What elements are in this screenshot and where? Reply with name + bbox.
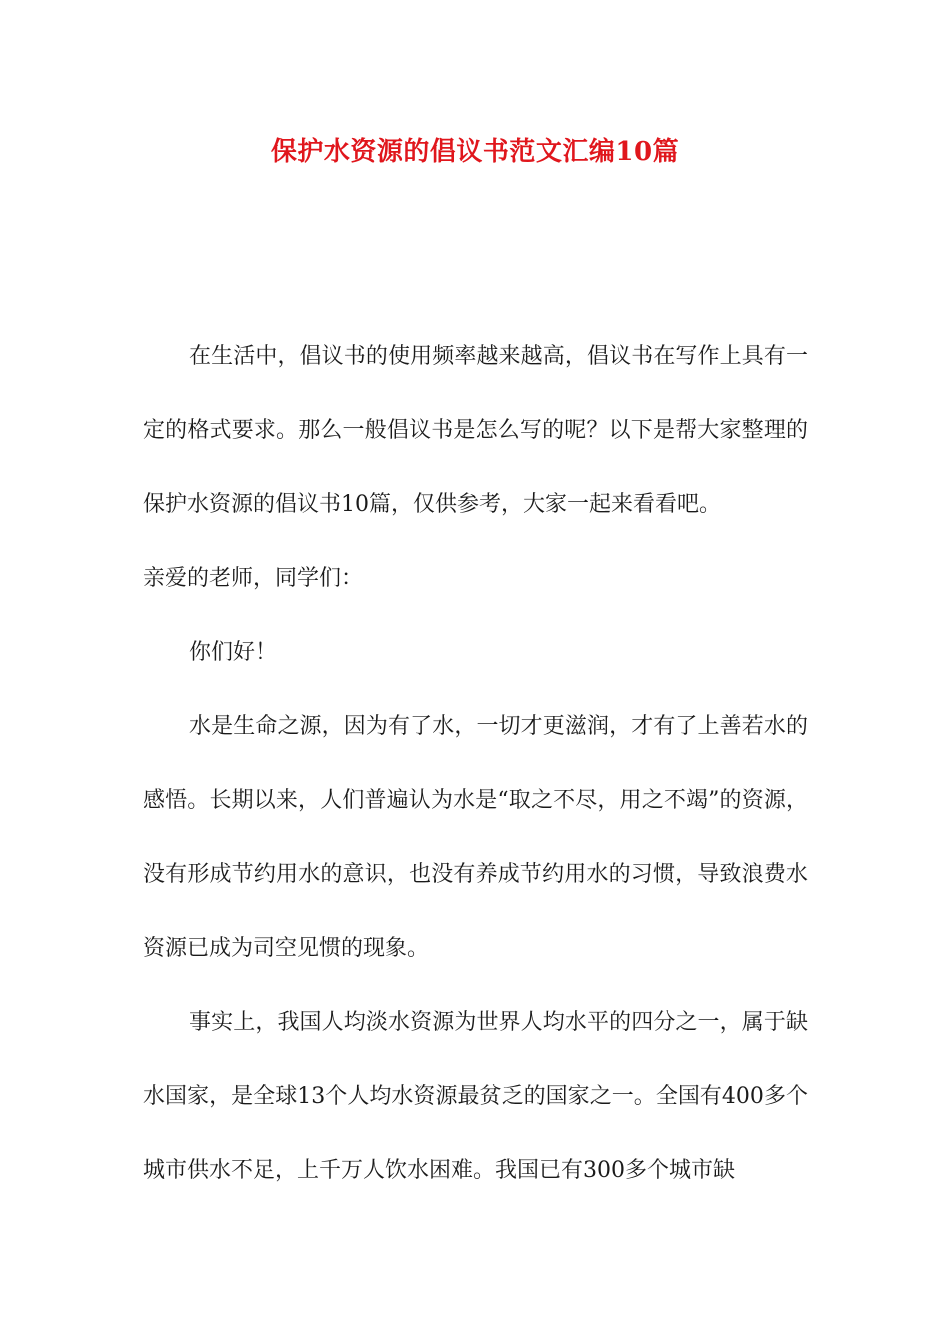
salutation: 亲爱的老师，同学们： [143, 566, 364, 591]
document-title: 保护水资源的倡议书范文汇编10篇 [270, 137, 680, 167]
body-paragraph-2: 事实上，我国人均淡水资源为世界人均水平的四分之一，属于缺水国家，是全球13个人均水资源最贫乏的国家之一。全国有400多个城市供水不足，上千万人饮水困难。我国已有300多个城市缺 [143, 1010, 808, 1183]
body-paragraph-1: 水是生命之源，因为有了水，一切才更滋润，才有了上善若水的感悟。长期以来，人们普遍认为水是“取之不尽，用之不竭”的资源，没有形成节约用水的意识，也没有养成节约用水的习惯，导致浪费水资源已成为司空见惯的现象。 [143, 714, 808, 961]
greeting: 你们好！ [189, 640, 278, 665]
intro-paragraph: 在生活中，倡议书的使用频率越来越高，倡议书在写作上具有一定的格式要求。那么一般倡议书是怎么写的呢？以下是帮大家整理的保护水资源的倡议书10篇，仅供参考，大家一起来看看吧。 [143, 344, 808, 517]
document-body [143, 320, 808, 1208]
